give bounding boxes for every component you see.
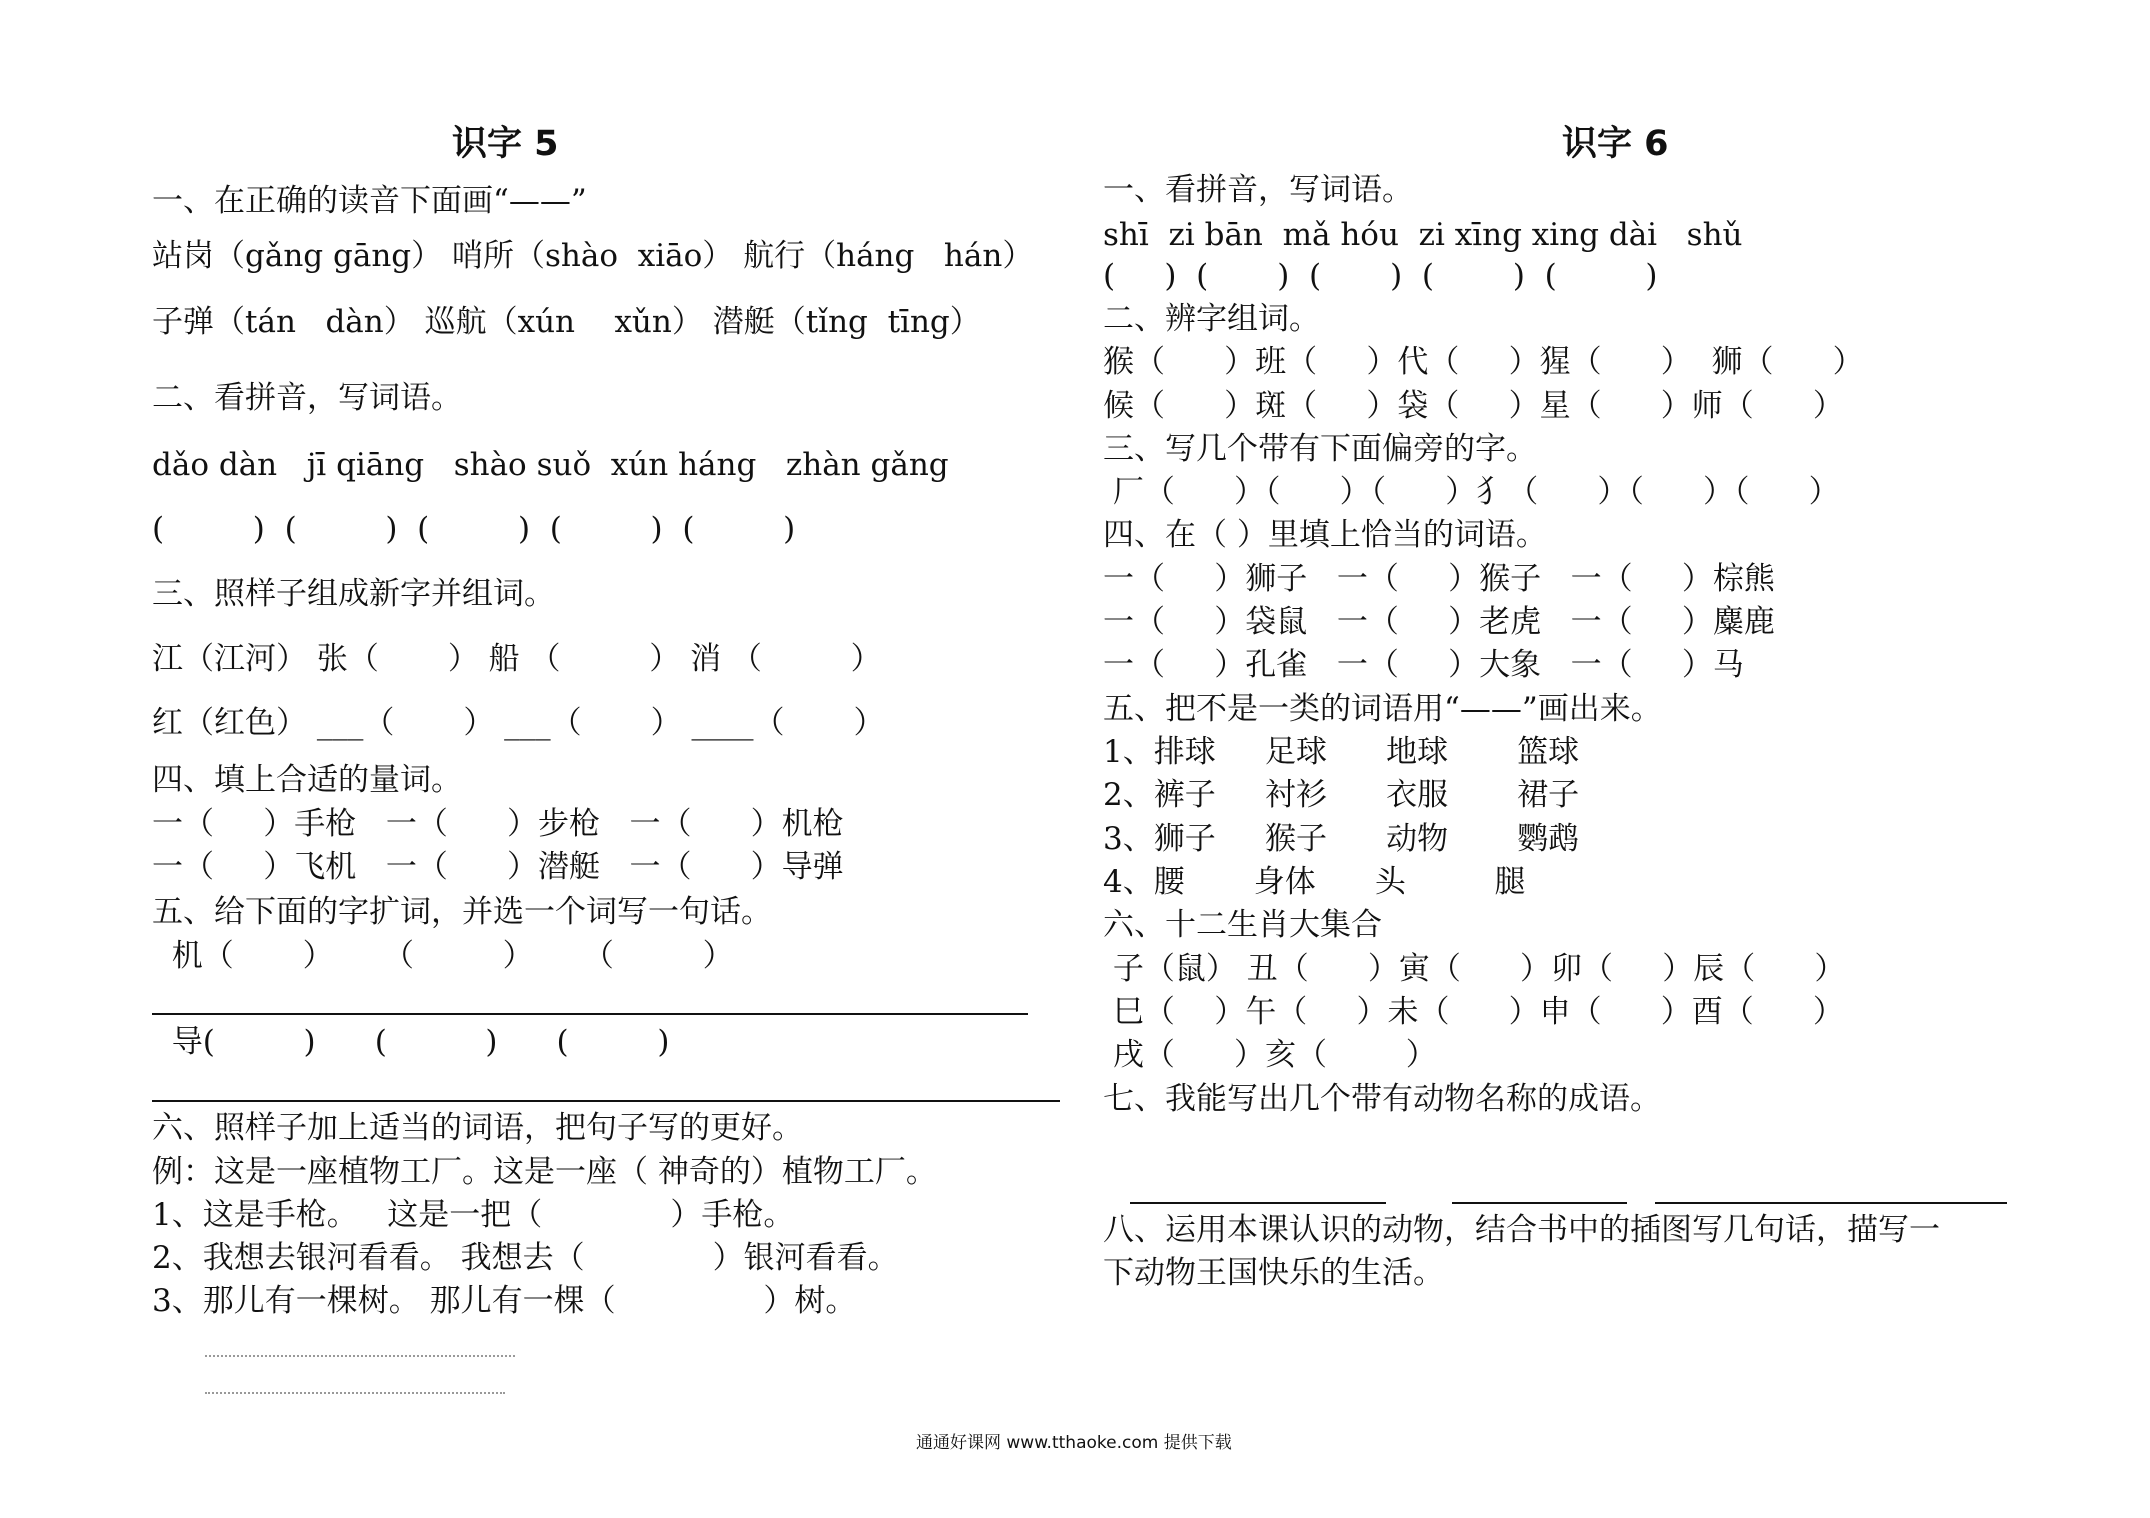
right-zodiac-row-3: 戌（ ）亥（ ） [1103,1037,1437,1073]
left-dotted-line-1 [205,1355,515,1357]
left-expand-row-1: 机（ ） （ ） （ ） [152,938,734,974]
left-example-sentence: 例：这是一座植物工厂。这是一座（ 神奇的）植物工厂。 [152,1154,937,1190]
right-section-8-line-1: 八、运用本课认识的动物，结合书中的插图写几句话，描写一 [1103,1212,1940,1248]
left-sentence-3: 3、那儿有一棵树。 那儿有一棵（ ）树。 [152,1283,857,1319]
right-section-7-heading: 七、我能写出几个带有动物名称的成语。 [1103,1081,1661,1117]
page-title-right: 识字 6 [1562,124,1669,164]
left-pronunciation-row-1: 站岗（gǎng gāng） 哨所（shào xiāo） 航行（háng hán） [152,238,1034,274]
right-section-2-heading: 二、辨字组词。 [1103,301,1320,337]
right-idiom-line-1 [1130,1202,1386,1204]
left-section-5-heading: 五、给下面的字扩词，并选一个词写一句话。 [152,894,772,930]
left-sentence-2: 2、我想去银河看看。 我想去（ ）银河看看。 [152,1240,899,1276]
right-section-1-heading: 一、看拼音，写词语。 [1103,172,1413,208]
right-zodiac-row-1: 子（鼠） 丑（ ）寅（ ）卯（ ）辰（ ） [1103,951,1846,987]
left-section-1-heading: 一、在正确的读音下面画“——” [152,183,587,219]
right-category-row-1: 1、排球 足球 地球 篮球 [1103,734,1580,770]
right-fill-row-3: 一（ ）孔雀 一（ ）大象 一（ ）马 [1103,647,1744,683]
left-pronunciation-row-2: 子弹（tán dàn） 巡航（xún xǔn） 潜艇（tǐng tīng） [152,304,981,340]
right-category-row-2: 2、裤子 衬衫 衣服 裙子 [1103,777,1580,813]
left-compose-row-2: 红（红色） ___（ ） ___（ ） ____（ ） [152,705,885,741]
left-section-2-heading: 二、看拼音，写词语。 [152,380,462,416]
right-fill-row-1: 一（ ）狮子 一（ ）猴子 一（ ）棕熊 [1103,561,1775,597]
right-distinguish-row-2: 候（ ）斑（ ）袋（ ）星（ ）师（ ） [1103,388,1844,424]
page-title-left: 识字 5 [452,124,559,164]
right-fill-row-2: 一（ ）袋鼠 一（ ）老虎 一（ ）麋鹿 [1103,604,1775,640]
right-pinyin-answer-row: ( ) ( ) ( ) ( ) ( ) [1103,258,1658,294]
right-pinyin-row: shī zi bān mǎ hóu zi xīng xing dài shǔ [1103,217,1743,253]
left-expand-row-2: 导( ) ( ) ( ) [152,1024,670,1060]
left-section-3-heading: 三、照样子组成新字并组词。 [152,576,555,612]
right-zodiac-row-2: 巳（ ）午（ ）未（ ）申（ ）酉（ ） [1103,994,1844,1030]
left-sentence-1: 1、这是手枪。 这是一把（ ）手枪。 [152,1197,795,1233]
footer-credit: 通通好课网 www.tthaoke.com 提供下载 [916,1433,1232,1453]
left-section-4-heading: 四、填上合适的量词。 [152,762,462,798]
right-radical-row: 厂（ ）（ ）（ ）犭（ ）（ ）（ ） [1103,474,1840,510]
right-section-3-heading: 三、写几个带有下面偏旁的字。 [1103,431,1537,467]
right-section-5-heading: 五、把不是一类的词语用“——”画出来。 [1103,691,1662,727]
right-section-8-line-2: 下动物王国快乐的生活。 [1103,1255,1444,1291]
right-category-row-4: 4、腰 身体 头 腿 [1103,864,1526,900]
right-idiom-line-2 [1452,1202,1627,1204]
left-section-6-heading: 六、照样子加上适当的词语，把句子写的更好。 [152,1110,803,1146]
left-writing-line-1 [152,1013,1028,1015]
left-writing-line-2 [152,1100,1060,1102]
left-pinyin-row: dǎo dàn jī qiāng shào suǒ xún háng zhàn gǎng [152,447,949,483]
left-dotted-line-2 [205,1392,505,1394]
left-measure-row-1: 一（ ）手枪 一（ ）步枪 一（ ）机枪 [152,806,844,842]
right-section-4-heading: 四、在（ ）里填上恰当的词语。 [1103,517,1547,553]
right-distinguish-row-1: 猴（ ）班（ ）代（ ）猩（ ） 狮（ ） [1103,344,1864,380]
right-idiom-line-3 [1655,1202,2007,1204]
right-section-6-heading: 六、十二生肖大集合 [1103,907,1382,943]
left-compose-row-1: 江（江河） 张（ ） 船 （ ） 消 （ ） [152,641,882,677]
left-pinyin-answer-row: ( ) ( ) ( ) ( ) ( ) [152,511,796,547]
left-measure-row-2: 一（ ）飞机 一（ ）潜艇 一（ ）导弹 [152,849,844,885]
right-category-row-3: 3、狮子 猴子 动物 鹦鹉 [1103,821,1580,857]
